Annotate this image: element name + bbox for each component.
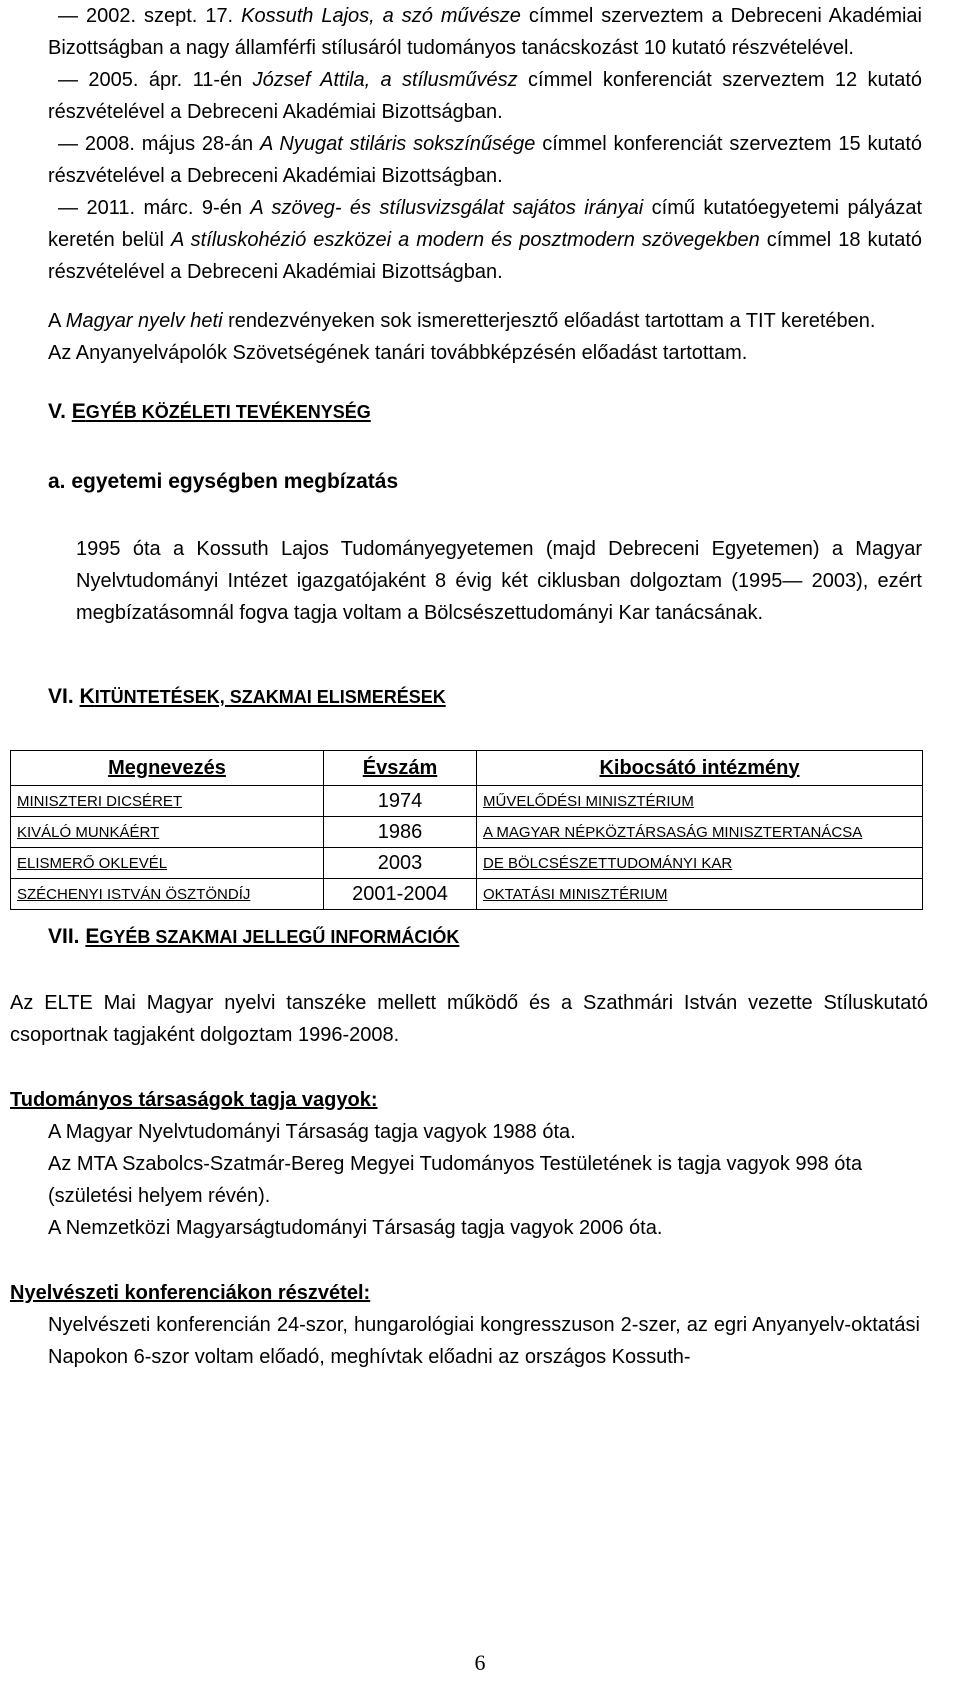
column-header-issuer: Kibocsátó intézmény xyxy=(477,751,923,786)
award-name: MINISZTERI DICSÉRET xyxy=(11,786,324,817)
section-number: VII. xyxy=(48,925,86,948)
page-number: 6 xyxy=(474,1650,486,1675)
award-name: SZÉCHENYI ISTVÁN ÖSZTÖNDÍJ xyxy=(11,879,324,910)
section-5-paragraph: 1995 óta a Kossuth Lajos Tudományegyetemen (majd Debreceni Egyetemen) a Magyar Nyelvtudományi Intézet igazgatójaként 8 évig két ciklusban dolgoztam (1995— 2003), ezért megbízatásomnál fogva tagja voltam a Bölcsészettudományi Kar tanácsának. xyxy=(76,538,922,624)
award-year: 2003 xyxy=(324,848,477,879)
section-7-paragraph xyxy=(10,987,928,1051)
lectures-line-2: Az Anyanyelvápolók Szövetségének tanári továbbképzésén előadást tartottam. xyxy=(48,342,748,364)
section-5-heading xyxy=(48,400,371,424)
section-initial: E xyxy=(85,925,100,948)
section-number: VI. xyxy=(48,685,80,708)
section-6-heading xyxy=(48,685,446,709)
conference-desc: címmel szerveztem a Debreceni Akadémiai Bizottságban a nagy államférfi stílusáról tudományos tanácskozást 10 kutató részvételével. xyxy=(48,5,923,59)
section-title xyxy=(85,925,459,948)
conference-subtitle: A stíluskohézió eszközei a modern és posztmodern szövegekben xyxy=(171,229,760,251)
award-issuer: MŰVELŐDÉSI MINISZTÉRIUM xyxy=(477,786,923,817)
table-row xyxy=(11,848,923,879)
awards-table xyxy=(10,750,923,910)
section-5-subheading: a. egyetemi egységben megbízatás xyxy=(48,470,399,493)
section-7-text: Az ELTE Mai Magyar nyelvi tanszéke mellett működő és a Szathmári István vezette Stíluskutató csoportnak tagjaként dolgoztam 1996-2008. xyxy=(10,992,928,1046)
section-initial: E xyxy=(71,400,86,423)
conferences-heading-text: Nyelvészeti konferenciákon részvétel: xyxy=(10,1282,371,1304)
section-rest: GYÉB KÖZÉLETI TEVÉKENYSÉG xyxy=(85,402,371,422)
societies-heading xyxy=(10,1084,928,1116)
conference-title: A szöveg- és stílusvizsgálat sajátos irányai xyxy=(250,197,644,219)
conferences-paragraph: Nyelvészeti konferencián 24-szor, hungarológiai kongresszuson 2-szer, az egri Anyanyelv-oktatási Napokon 6-szor voltam előadó, meghívtak előadni az országos Kossuth- xyxy=(48,1314,920,1368)
table-row xyxy=(11,817,923,848)
lectures-desc: rendezvényeken sok ismeretterjesztő előadást tartottam a TIT keretében. xyxy=(222,310,876,332)
societies-heading-text: Tudományos társaságok tagja vagyok: xyxy=(10,1089,378,1111)
award-issuer: A MAGYAR NÉPKÖZTÁRSASÁG MINISZTERTANÁCSA xyxy=(477,817,923,848)
conference-entry-2005 xyxy=(48,64,922,128)
section-title xyxy=(80,685,446,708)
lectures-prefix: A xyxy=(48,310,66,332)
column-header-name: Megnevezés xyxy=(11,751,324,786)
section-title xyxy=(72,400,371,423)
conference-desc-2: címmel 18 kutató részvételével a Debreceni Akadémiai Bizottságban. xyxy=(48,229,922,283)
award-year: 1974 xyxy=(324,786,477,817)
society-item: A Nemzetközi Magyarságtudományi Társaság tagja vagyok 2006 óta. xyxy=(48,1217,663,1239)
society-item: Az MTA Szabolcs-Szatmár-Bereg Megyei Tudományos Testületének is tagja vagyok 998 óta (születési helyem révén). xyxy=(48,1153,863,1207)
award-name: KIVÁLÓ MUNKÁÉRT xyxy=(11,817,324,848)
award-issuer: DE BÖLCSÉSZETTUDOMÁNYI KAR xyxy=(477,848,923,879)
conferences-heading xyxy=(10,1277,928,1309)
section-7-heading xyxy=(48,925,459,949)
section-rest: GYÉB SZAKMAI JELLEGŰ INFORMÁCIÓK xyxy=(99,927,460,947)
conference-entry-2002 xyxy=(48,0,922,64)
society-item: A Magyar Nyelvtudományi Társaság tagja vagyok 1988 óta. xyxy=(48,1121,576,1143)
table-header-row xyxy=(11,751,923,786)
conference-entry-2008 xyxy=(48,128,922,192)
award-year: 2001-2004 xyxy=(324,879,477,910)
award-name: ELISMERŐ OKLEVÉL xyxy=(11,848,324,879)
conference-date: — 2002. szept. 17. xyxy=(58,5,234,27)
conference-desc: címmel konferenciát szerveztem 12 kutató részvételével a Debreceni Akadémiai Bizottságban. xyxy=(48,69,923,123)
column-header-year: Évszám xyxy=(324,751,477,786)
conference-date: — 2008. május 28-án xyxy=(58,133,254,155)
conference-title: A Nyugat stiláris sokszínűsége xyxy=(259,133,536,155)
section-number: V. xyxy=(48,400,72,423)
conference-title: Kossuth Lajos, a szó művésze xyxy=(241,5,521,27)
table-row xyxy=(11,879,923,910)
table-row xyxy=(11,786,923,817)
lectures-title: Magyar nyelv heti xyxy=(65,310,223,332)
conference-date: — 2005. ápr. 11-én xyxy=(58,69,243,91)
lectures-line-1 xyxy=(48,305,928,337)
section-rest: ITÜNTETÉSEK, SZAKMAI ELISMERÉSEK xyxy=(94,687,446,707)
conference-desc: című kutatóegyetemi pályázat keretén belül xyxy=(48,197,923,251)
award-year: 1986 xyxy=(324,817,477,848)
conference-entry-2011 xyxy=(48,192,922,288)
section-initial: K xyxy=(79,685,95,708)
award-issuer: OKTATÁSI MINISZTÉRIUM xyxy=(477,879,923,910)
conference-date: — 2011. márc. 9-én xyxy=(58,197,242,219)
conference-desc: címmel konferenciát szerveztem 15 kutató részvételével a Debreceni Akadémiai Bizottságban. xyxy=(48,133,922,187)
conference-title: József Attila, a stílusművész xyxy=(252,69,518,91)
